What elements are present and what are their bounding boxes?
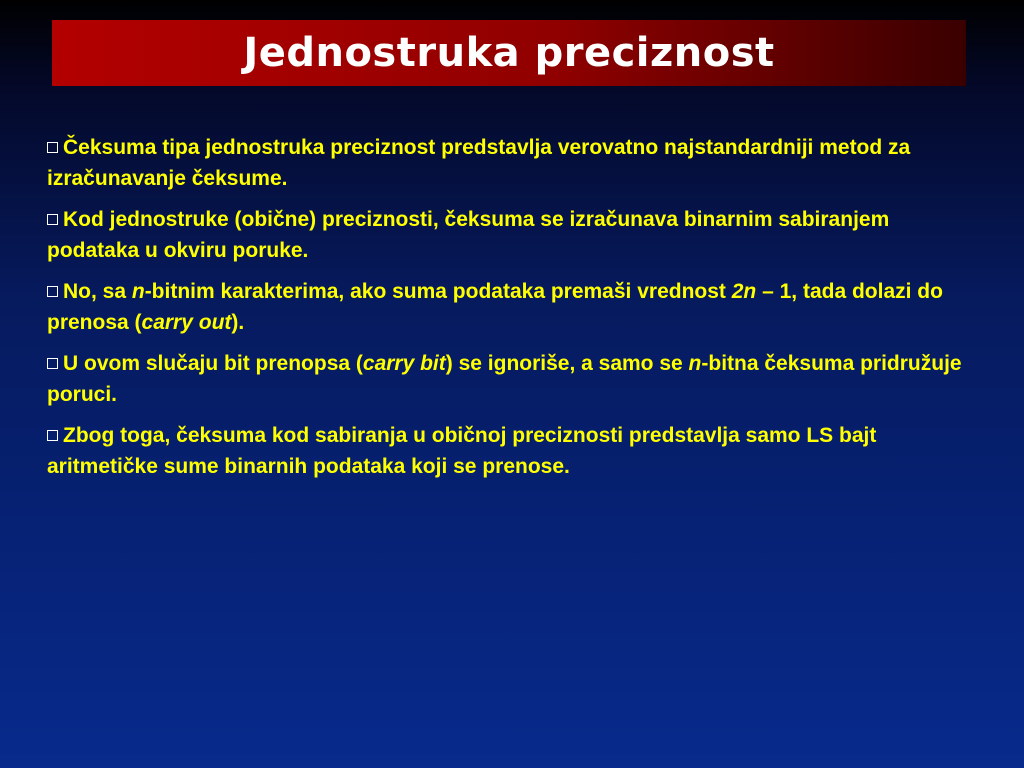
bullet-item-4: [47, 348, 977, 410]
bullet-5-text: Zbog toga, čeksuma kod sabiranja u običnoj preciznosti predstavlja samo LS bajt aritmetičke sume binarnih podataka koji se prenose.: [47, 424, 877, 478]
slide-content: [47, 132, 977, 492]
bullet-item-5: [47, 420, 977, 482]
bullet-4-text-3: -bitna čeksuma pridružuje poruci.: [47, 352, 962, 406]
hollow-square-bullet-icon: [47, 286, 58, 297]
bullet-3-italic-carry-out: carry out: [141, 311, 232, 334]
bullet-item-2: [47, 204, 977, 266]
bullet-3-italic-2n: 2n: [731, 280, 757, 303]
bullet-4-italic-carry-bit: carry bit: [362, 352, 446, 375]
bullet-3-text-3: – 1, tada dolazi do prenosa (: [47, 280, 943, 334]
bullet-2-text: Kod jednostruke (obične) preciznosti, čeksuma se izračunava binarnim sabiranjem podataka u okviru poruke.: [47, 208, 890, 262]
hollow-square-bullet-icon: [47, 430, 58, 441]
hollow-square-bullet-icon: [47, 358, 58, 369]
bullet-item-3: [47, 276, 977, 338]
bullet-4-italic-n: n: [688, 352, 702, 375]
hollow-square-bullet-icon: [47, 142, 58, 153]
bullet-3-text-2: -bitnim karakterima, ako suma podataka premaši vrednost: [144, 280, 732, 303]
bullet-4-text-1: U ovom slučaju bit prenopsa (: [63, 352, 363, 375]
slide-title: Jednostruka preciznost: [243, 30, 775, 76]
hollow-square-bullet-icon: [47, 214, 58, 225]
bullet-3-italic-n: n: [131, 280, 145, 303]
bullet-4-text-2: ) se ignoriše, a samo se: [445, 352, 689, 375]
bullet-3-text-4: ).: [231, 311, 245, 334]
title-bar: [52, 20, 966, 86]
bullet-3-text-1: No, sa: [63, 280, 132, 303]
bullet-item-1: [47, 132, 977, 194]
bullet-1-text: Čeksuma tipa jednostruka preciznost predstavlja verovatno najstandardniji metod za izračunavanje čeksume.: [47, 136, 911, 190]
